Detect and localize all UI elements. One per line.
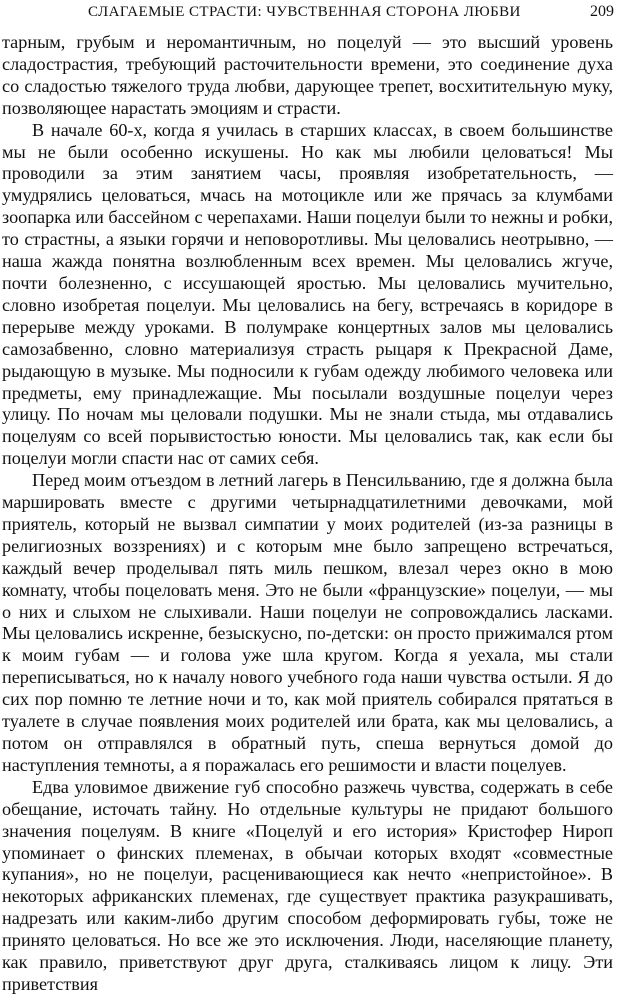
running-header	[0, 2, 620, 24]
paragraph-cultures: Едва уловимое движение губ способно разжечь чувства, содержать в себе обещание, источать тайну. Но отдельные культуры не придают большого значения поцелуям. В книге «Поцелуй и его история» Кристофер Нироп упоминает о финских племенах, в обычаи которых входят «совместные купания», но не поцелуи, расценивающиеся как нечто «непристойное». В некоторых африканских племенах, где существует практика разукрашивать, надрезать или каким-либо другим способом деформировать губы, тоже не принято целоваться. Но все же это исключения. Люди, населяющие планету, как правило, приветствуют друг друга, сталкиваясь лицом к лицу. Эти приветствия	[2, 776, 613, 994]
running-title: СЛАГАЕМЫЕ СТРАСТИ: ЧУВСТВЕННАЯ СТОРОНА ЛЮБВИ	[88, 4, 521, 20]
page-number: 209	[590, 3, 614, 20]
body-text	[2, 32, 613, 996]
paragraph-kissing-sixties: В начале 60-х, когда я училась в старших классах, в своем большинстве мы не были особенно искушены. Но как мы любили целоваться! Мы проводили за этим занятием часы, проявляя изобретательность, — умудрялись целоваться, мчась на мотоцикле или же прячась за клумбами зоопарка или бассейном с черепахами. Наши поцелуи были то нежны и робки, то страстны, а языки горячи и неповоротливы. Мы целовались неотрывно, — наша жажда понятна возлюбленным всех времен. Мы целовались жгуче, почти болезненно, с иссушающей яростью. Мы целовались мучительно, словно изобретая поцелуи. Мы целовались на бегу, встречаясь в коридоре в перерыве между уроками. В полумраке концертных залов мы целовались самозабвенно, словно материализуя страсть рыцаря к Прекрасной Даме, рыдающую в музыке. Мы подносили к губам одежду любимого человека или предметы, ему принадлежащие. Мы посылали воздушные поцелуи через улицу. По ночам мы целовали подушки. Мы не знали стыда, мы отдавались поцелуям со всей порывистостью юности. Мы целовались так, как если бы поцелуи могли спасти нас от самих себя.	[2, 119, 614, 469]
paragraph-summer-camp: Перед моим отъездом в летний лагерь в Пенсильванию, где я должна была маршировать вместе с другими четырнадцатилетними девочками, мой приятель, который не вызвал симпатии у моих родителей (из-за разницы в религиозных воззрениях) и с которым мне было запрещено встречаться, каждый вечер проделывал пять миль пешком, влезал через окно в мою комнату, чтобы поцеловать меня. Это не были «французские» поцелуи, — мы о них и слыхом не слыхивали. Наши поцелуи не сопровождались ласками. Мы целовались искренне, безыскусно, по-детски: он просто прижимался ртом к моим губам — и голова уже шла кругом. Когда я уехала, мы стали переписываться, но к началу нового учебного года наши чувства остыли. Я до сих пор помню те летние ночи и то, как мой приятель собирался прятаться в туалете в случае появления моих родителей или брата, как мы целовались, а потом он отправлялся в обратный путь, спеша вернуться домой до наступления темноты, а я поражалась его решимости и власти поцелуев.	[2, 470, 613, 775]
paragraph-continuation: тарным, грубым и неромантичным, но поцелуй — это высший уровень сладострастия, требующий расточительности времени, это соединение духа со сладостью тяжелого труда любви, дарующее трепет, восхитительную муку, позволяющее нарастать эмоциям и страсти.	[2, 32, 613, 118]
